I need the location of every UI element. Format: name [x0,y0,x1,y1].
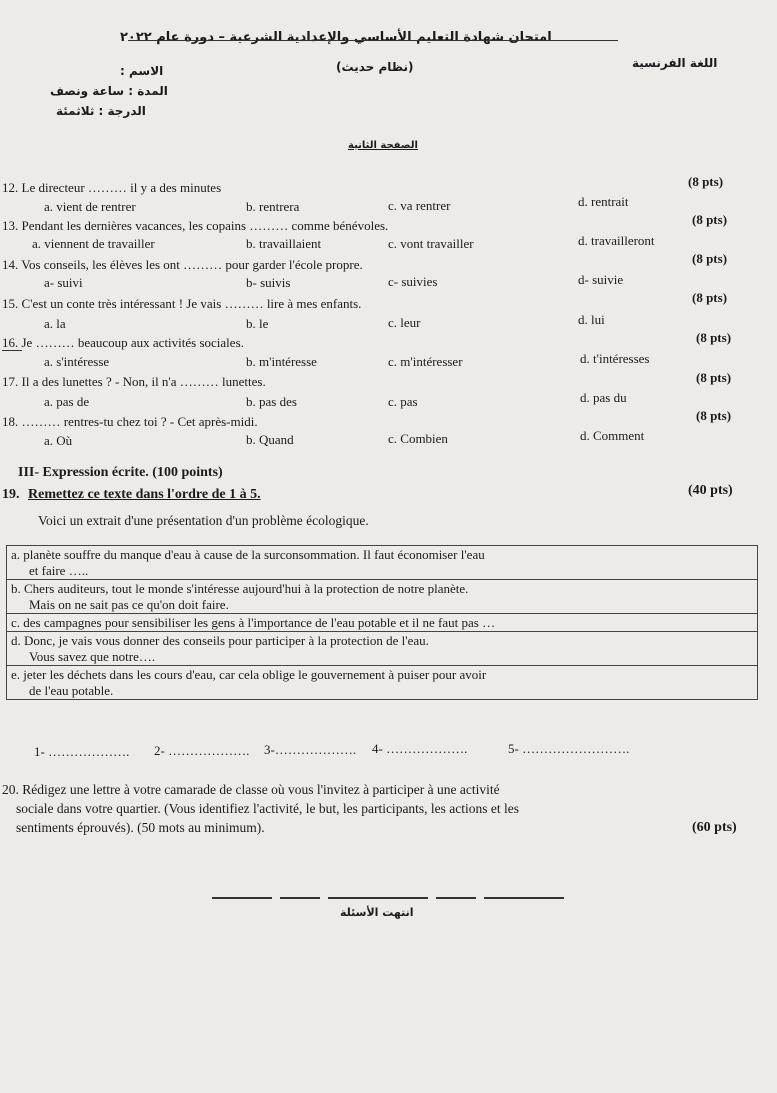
row-a-line-1: a. planète souffre du manque d'eau à cause de la surconsommation. Il faut économiser l'eau [11,547,485,562]
question-20-line-2: sociale dans votre quartier. (Vous identifiez l'activité, le but, les participants, les actions et les [16,801,520,816]
question-13-option-c: c. vont travailler [388,236,474,251]
question-12-option-d: d. rentrait [578,194,629,209]
row-d-line-2: Vous savez que notre…. [29,649,156,664]
row-c-line-1: c. des campagnes pour sensibiliser les gens à l'importance de l'eau potable et il ne faut pas … [11,615,496,630]
question-14-option-d: d- suivie [578,272,624,287]
reorder-table [6,545,758,700]
name-label: الاسم : [120,64,164,78]
row-b-line-2: Mais on ne sait pas ce qu'on doit faire. [29,597,229,612]
question-12-points: (8 pts) [688,174,724,189]
order-blank-5[interactable]: 5- ……………………. [508,741,630,756]
question-15-option-c: c. leur [388,315,421,330]
question-20-line-3: sentiments éprouvés). (50 mots au minimum). [16,820,265,835]
question-14-option-b: b- suivis [246,275,291,290]
order-blank-4[interactable]: 4- ………………. [372,741,468,756]
question-14-option-a: a- suivi [44,275,83,290]
question-17-option-c: c. pas [388,394,418,409]
order-blank-1[interactable]: 1- ………………. [34,744,130,759]
question-14-points: (8 pts) [692,251,728,266]
order-blank-2[interactable]: 2- ………………. [154,743,250,758]
question-16-points: (8 pts) [696,330,732,345]
question-17-option-b: b. pas des [246,394,297,409]
question-13-option-a: a. viennent de travailler [32,236,155,251]
question-12-stem: 12. Le directeur ……… il y a des minutes [2,180,222,195]
page-label: الصفحة الثانية [348,140,418,151]
question-15-option-d: d. lui [578,312,605,327]
question-12-option-a: a. vient de rentrer [44,199,136,214]
row-b-line-1: b. Chers auditeurs, tout le monde s'intéresse aujourd'hui à la protection de notre planète. [11,581,469,596]
question-16-option-c: c. m'intéresser [388,354,463,369]
duration-label: المدة : ساعة ونصف [50,84,168,98]
question-19-intro: Voici un extrait d'une présentation d'un problème écologique. [38,513,369,528]
subject-label: اللغة الفرنسية [632,56,718,70]
question-12-option-c: c. va rentrer [388,198,451,213]
question-13-option-b: b. travaillaient [246,236,322,251]
question-18-option-c: c. Combien [388,431,448,446]
section-3-title: III- Expression écrite. (100 points) [18,465,223,480]
end-of-questions: انتهت الأسئلة [340,906,414,919]
question-15-option-b: b. le [246,316,269,331]
question-18-points: (8 pts) [696,408,732,423]
question-15-points: (8 pts) [692,290,728,305]
exam-title: امتحان شهادة التعليم الأساسي والإعدادية الشرعية – دورة عام ٢٠٢٢ [120,30,552,45]
question-20-points: (60 pts) [692,820,737,835]
exam-system: (نظام حديث) [336,60,414,74]
reorder-row-a [7,546,758,580]
question-19-points: (40 pts) [688,483,733,498]
question-12-option-b: b. rentrera [246,199,300,214]
footer-divider [212,886,556,904]
question-14-stem: 14. Vos conseils, les élèves les ont ……… pour garder l'école propre. [2,257,363,272]
question-19-title: Remettez ce texte dans l'ordre de 1 à 5. [28,487,261,502]
title-underline [128,40,618,41]
question-16-option-d: d. t'intéresses [580,351,650,366]
question-13-points: (8 pts) [692,212,728,227]
reorder-row-e [7,666,758,700]
question-13-stem: 13. Pendant les dernières vacances, les copains ……… comme bénévoles. [2,218,389,233]
question-17-points: (8 pts) [696,370,732,385]
question-16-option-a: a. s'intéresse [44,354,110,369]
question-16-stem: 16. Je ……… beaucoup aux activités sociales. [2,335,244,350]
grade-label: الدرجة : ثلاثمئة [56,104,146,118]
order-blank-3[interactable]: 3-………………. [264,742,357,757]
question-20-line-1: 20. Rédigez une lettre à votre camarade de classe où vous l'invitez à participer à une activité [2,782,500,797]
reorder-row-d [7,632,758,666]
question-16-option-b: b. m'intéresse [246,354,317,369]
question-18-option-a: a. Où [44,433,73,448]
row-a-line-2: et faire ….. [29,563,89,578]
question-15-stem: 15. C'est un conte très intéressant ! Je vais ……… lire à mes enfants. [2,296,362,311]
row-d-line-1: d. Donc, je vais vous donner des conseils pour participer à la protection de l'eau. [11,633,429,648]
reorder-row-b [7,580,758,614]
row-e-line-1: e. jeter les déchets dans les cours d'eau, car cela oblige le gouvernement à puiser pour avoir [11,667,487,682]
reorder-row-c [7,614,758,632]
question-19-number: 19. [2,487,20,502]
question-16-number-underline [2,350,22,351]
question-15-option-a: a. la [44,316,66,331]
question-13-option-d: d. travailleront [578,233,655,248]
question-18-stem: 18. ……… rentres-tu chez toi ? - Cet après-midi. [2,414,258,429]
question-17-option-a: a. pas de [44,394,90,409]
row-e-line-2: de l'eau potable. [29,683,114,698]
question-18-option-d: d. Comment [580,428,645,443]
question-14-option-c: c- suivies [388,274,438,289]
question-17-option-d: d. pas du [580,390,627,405]
question-18-option-b: b. Quand [246,432,294,447]
question-17-stem: 17. Il a des lunettes ? - Non, il n'a ……… lunettes. [2,374,266,389]
